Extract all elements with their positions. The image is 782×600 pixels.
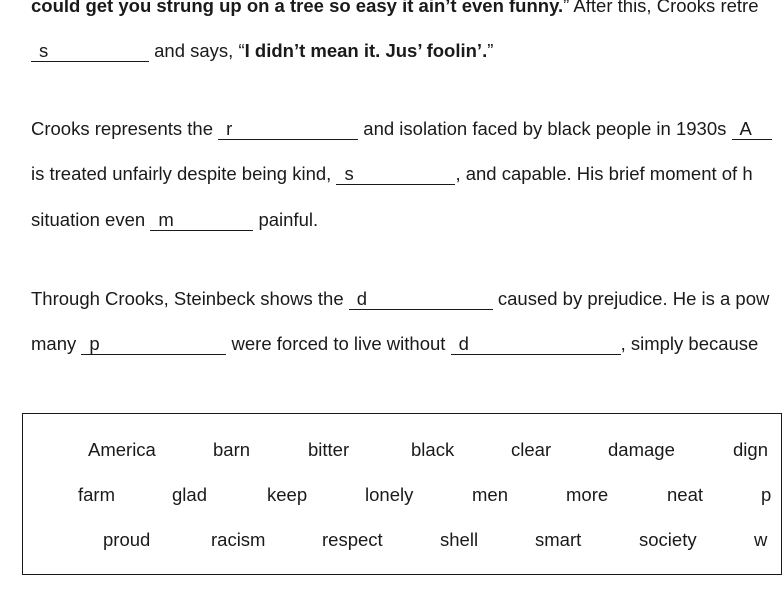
word-bank-item[interactable]: proud <box>103 529 151 550</box>
word-bank-item[interactable]: men <box>472 484 508 505</box>
word-bank <box>22 413 782 575</box>
word-bank-item[interactable]: farm <box>78 484 115 505</box>
fill-blank-a[interactable]: A <box>732 119 772 140</box>
word-bank-item[interactable]: black <box>411 439 455 460</box>
fill-blank-r[interactable]: r <box>218 119 358 140</box>
fill-blank-s[interactable]: s <box>336 164 455 185</box>
word-bank-item[interactable]: p <box>761 484 772 505</box>
fill-blank-m[interactable]: m <box>150 210 253 231</box>
paragraph1-line2: s and says, “I didn’t mean it. Jus’ foolin’.” <box>31 39 493 63</box>
word-bank-item[interactable]: racism <box>211 529 266 550</box>
crooks-apology-quote: I didn’t mean it. Jus’ foolin’. <box>244 40 488 61</box>
word-bank-item[interactable]: more <box>566 484 609 505</box>
paragraph1-line1: could get you strung up on a tree so easy it ain’t even funny.” After this, Crooks retre <box>31 0 759 18</box>
paragraph2-line1: Crooks represents the r and isolation faced by black people in 1930s A <box>31 117 772 141</box>
word-bank-item[interactable]: America <box>88 439 156 460</box>
word-bank-item[interactable]: smart <box>535 529 582 550</box>
paragraph2-line2: is treated unfairly despite being kind, s , and capable. His brief moment of h <box>31 163 753 184</box>
word-bank-item[interactable]: w <box>754 529 768 550</box>
word-bank-item[interactable]: bitter <box>308 439 350 460</box>
fill-blank-p[interactable]: p <box>81 334 226 355</box>
word-bank-item[interactable]: dign <box>733 439 768 460</box>
word-bank-item[interactable]: barn <box>213 439 251 460</box>
word-bank-item[interactable]: damage <box>608 439 675 460</box>
word-bank-item[interactable]: shell <box>440 529 479 550</box>
fill-blank-d-damage[interactable]: d <box>349 289 493 310</box>
word-bank-item[interactable]: clear <box>511 439 552 460</box>
crooks-quote-bold: could get you strung up on a tree so easy it ain’t even funny. <box>31 0 564 16</box>
paragraph3-line1: Through Crooks, Steinbeck shows the d caused by prejudice. He is a pow <box>31 288 770 309</box>
fill-blank-s-retreats[interactable]: s <box>31 41 149 62</box>
word-bank-item[interactable]: keep <box>267 484 308 505</box>
word-bank-item[interactable]: lonely <box>365 484 414 505</box>
word-bank-item[interactable]: respect <box>322 529 383 550</box>
paragraph2-line3: situation even m painful. <box>31 209 319 230</box>
fill-blank-d-dignity[interactable]: d <box>451 334 621 355</box>
word-bank-item[interactable]: society <box>639 529 697 550</box>
word-bank-item[interactable]: glad <box>172 484 207 505</box>
word-bank-item[interactable]: neat <box>667 484 704 505</box>
paragraph3-line2: many p were forced to live without d , simply because <box>31 333 759 354</box>
